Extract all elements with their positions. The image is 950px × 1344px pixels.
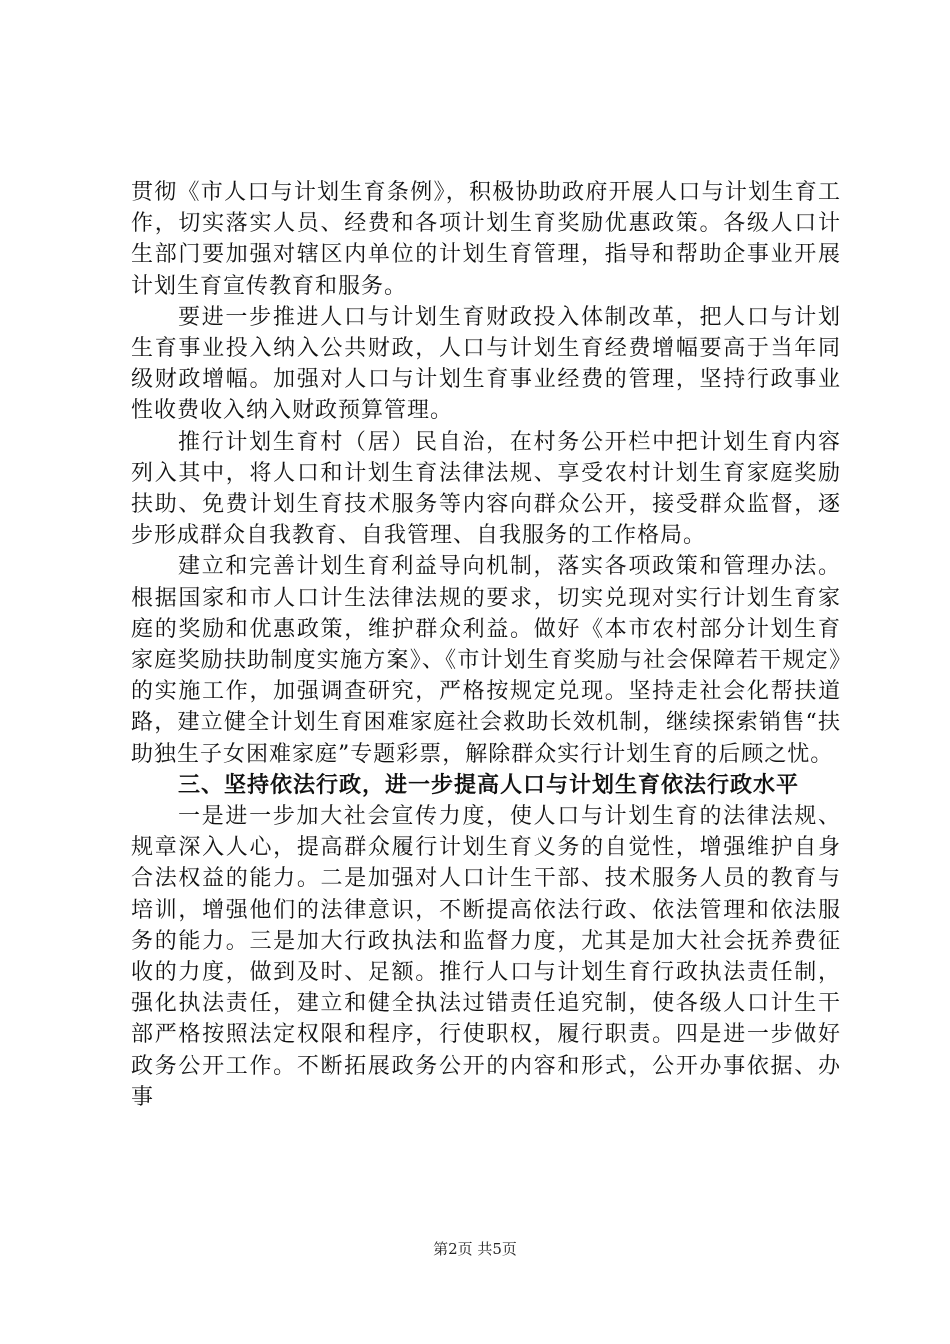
paragraph-finance-reform: 要进一步推进人口与计划生育财政投入体制改革，把人口与计划生育事业投入纳入公共财政，人口与计划生育经费增幅要高于当年同级财政增幅。加强对人口与计划生育事业经费的管理，坚持行政事业性收费收入纳入财政预算管理。 (131, 304, 841, 424)
paragraph-continuation: 贯彻《市人口与计划生育条例》，积极协助政府开展人口与计划生育工作，切实落实人员、经费和各项计划生育奖励优惠政策。各级人口计生部门要加强对辖区内单位的计划生育管理，指导和帮助企事业开展计划生育宣传教育和服务。 (131, 180, 841, 299)
document-body (131, 177, 841, 1113)
section-heading: 三、坚持依法行政，进一步提高人口与计划生育依法行政水平 (178, 772, 800, 798)
page-number-footer: 第2页 共5页 (433, 1240, 517, 1258)
paragraph-lawful-administration: 一是进一步加大社会宣传力度，使人口与计划生育的法律法规、规章深入人心，提高群众履行计划生育义务的自觉性，增强维护自身合法权益的能力。二是加强对人口计生干部、技术服务人员的教育与培训，增强他们的法律意识，不断提高依法行政、依法管理和依法服务的能力。三是加大行政执法和监督力度，尤其是加大社会抚养费征收的力度，做到及时、足额。推行人口与计划生育行政执法责任制，强化执法责任，建立和健全执法过错责任追究制，使各级人口计生干部严格按照法定权限和程序，行使职权，履行职责。四是进一步做好政务公开工作。不断拓展政务公开的内容和形式，公开办事依据、办事 (131, 804, 841, 1110)
paragraph-incentive-mechanism: 建立和完善计划生育利益导向机制，落实各项政策和管理办法。根据国家和市人口计生法律法规的要求，切实兑现对实行计划生育家庭的奖励和优惠政策，维护群众利益。做好《本市农村部分计划生育家庭奖励扶助制度实施方案》、《市计划生育奖励与社会保障若干规定》的实施工作，加强调查研究，严格按规定兑现。坚持走社会化帮扶道路，建立健全计划生育困难家庭社会救助长效机制，继续探索销售“扶助独生子女困难家庭”专题彩票，解除群众实行计划生育的后顾之忧。 (131, 554, 841, 767)
paragraph-village-autonomy: 推行计划生育村（居）民自治，在村务公开栏中把计划生育内容列入其中，将人口和计划生育法律法规、享受农村计划生育家庭奖励扶助、免费计划生育技术服务等内容向群众公开，接受群众监督，逐步形成群众自我教育、自我管理、自我服务的工作格局。 (131, 429, 841, 549)
